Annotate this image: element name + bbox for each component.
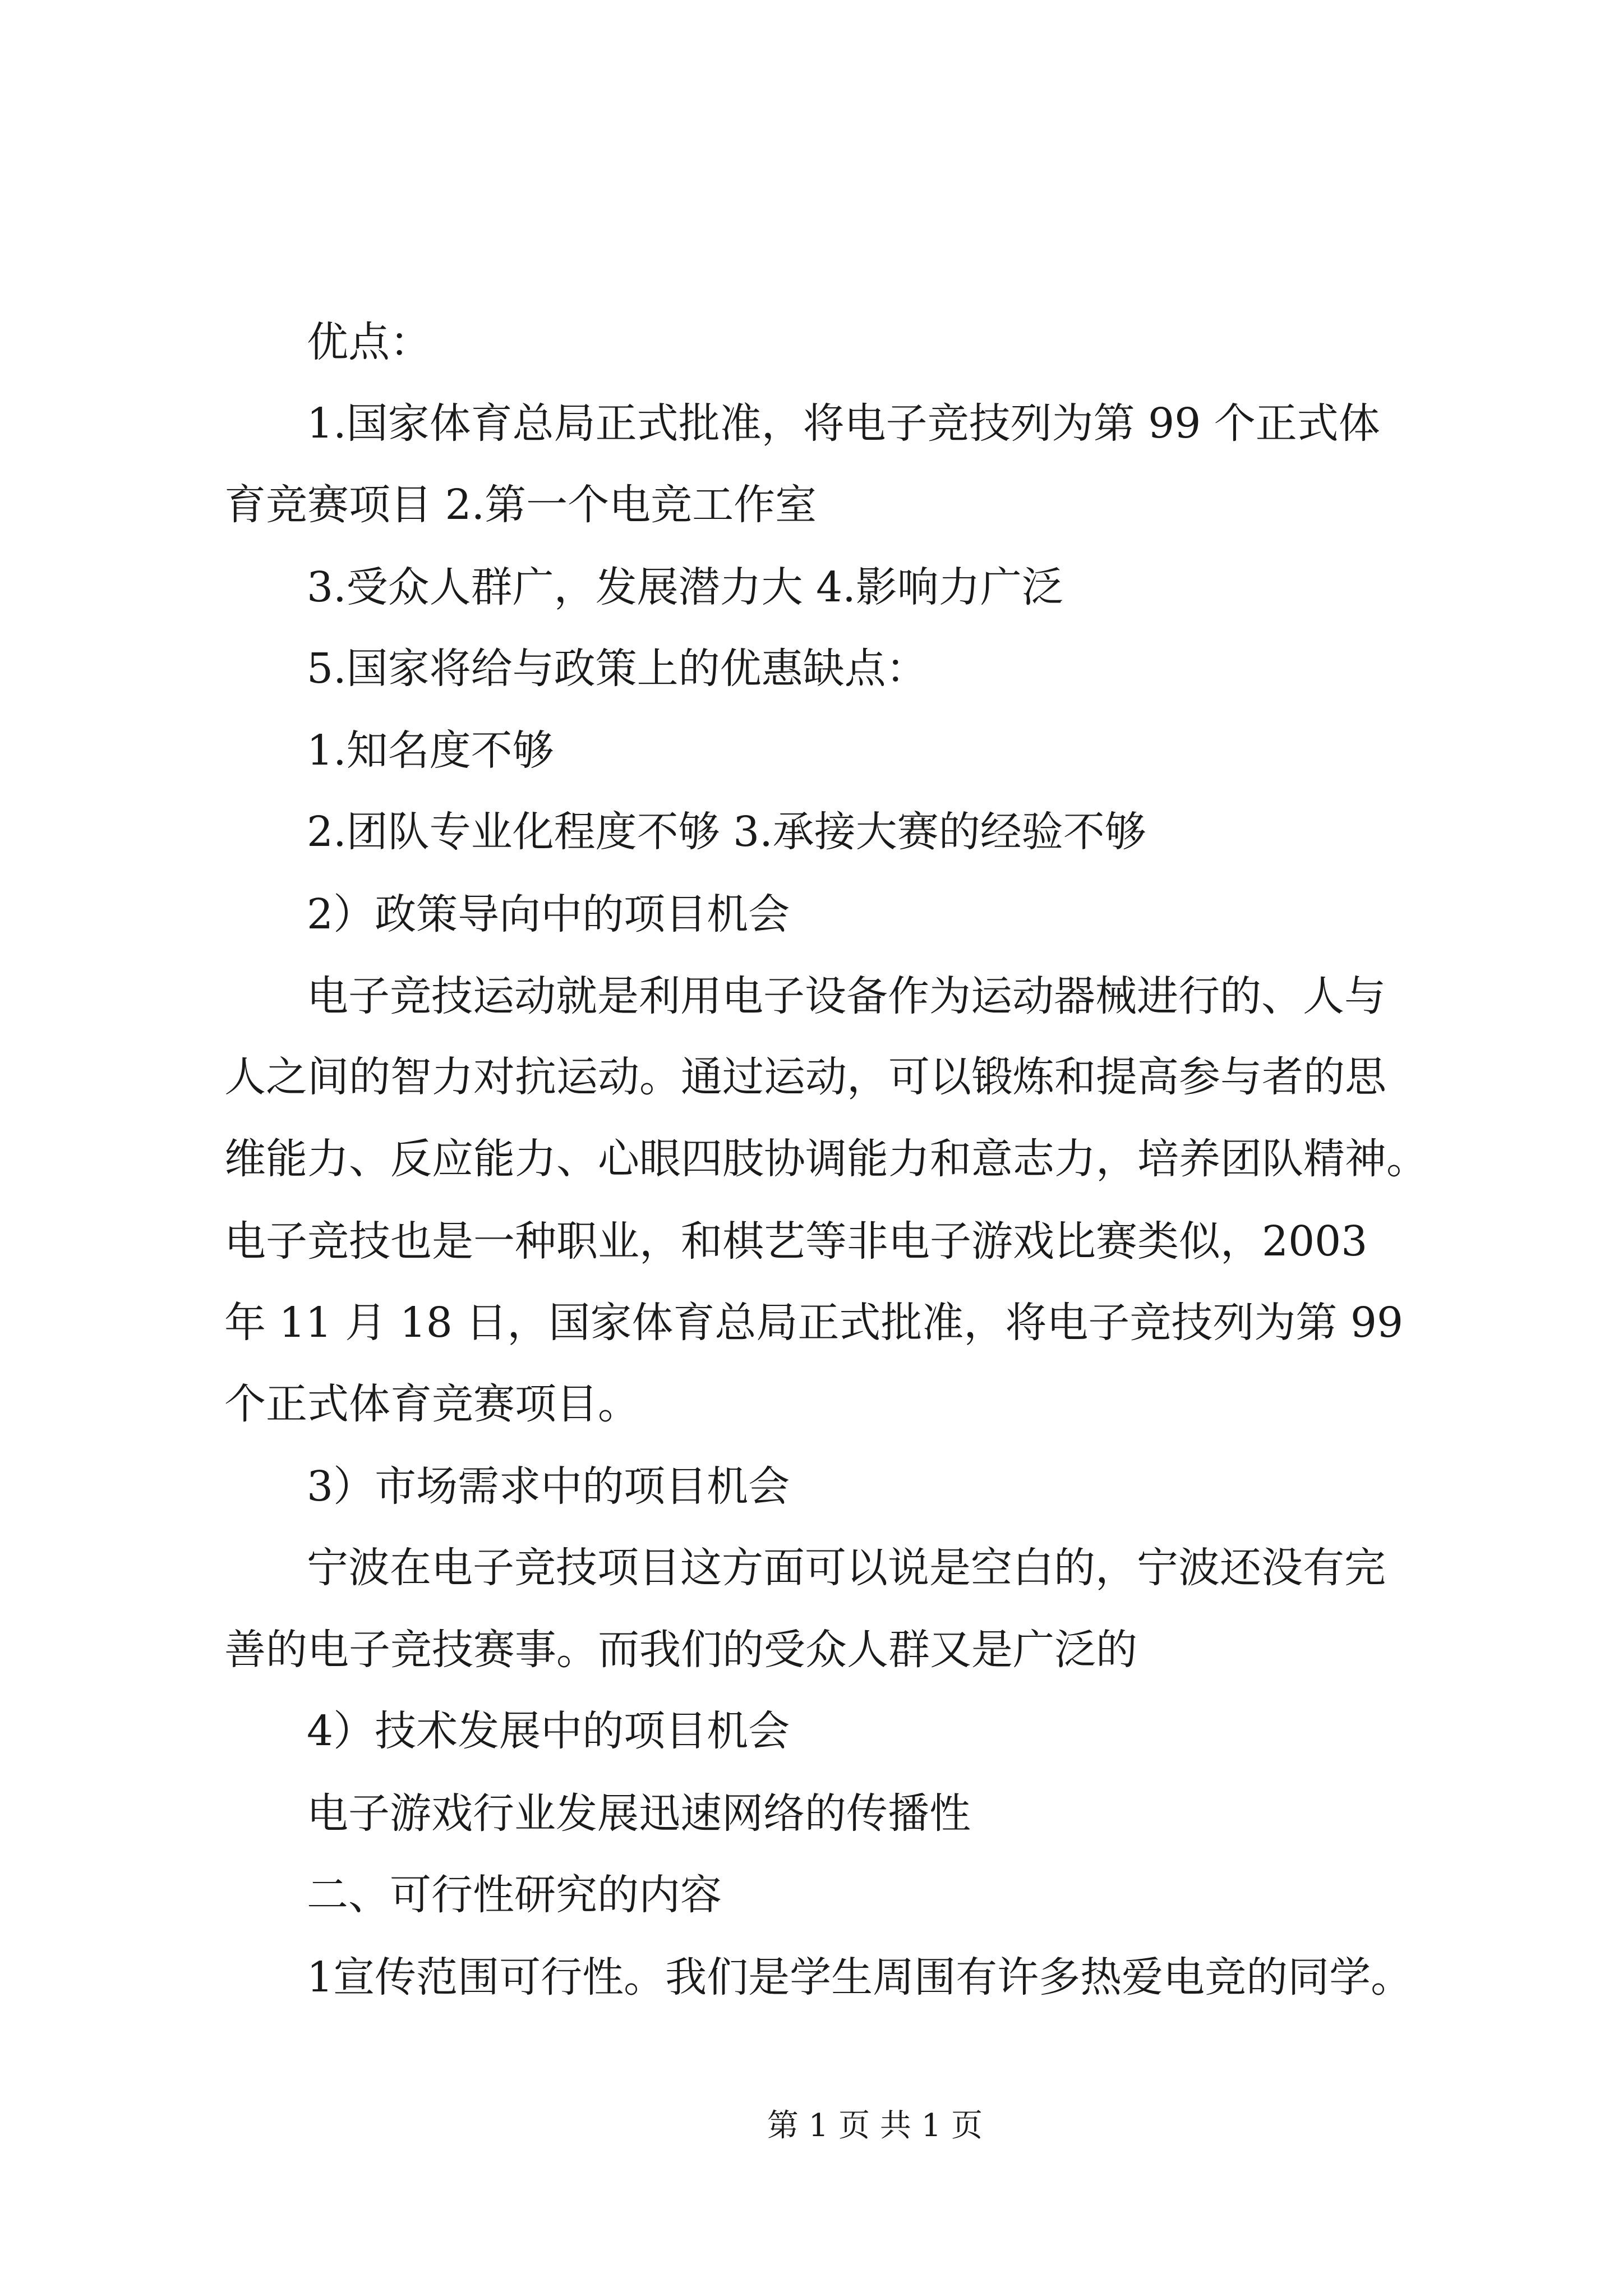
page-footer: 第 1 页 共 1 页 xyxy=(767,2108,983,2144)
text-line: 1.知名度不够 xyxy=(307,726,554,775)
text-line: 电子竞技也是一种职业，和棋艺等非电子游戏比赛类似，2003 xyxy=(224,1217,1368,1266)
text-line: 5.国家将给与政策上的优惠缺点： xyxy=(307,645,928,693)
text-line: 4）技术发展中的项目机会 xyxy=(307,1707,790,1755)
text-line: 电子游戏行业发展迅速网络的传播性 xyxy=(307,1789,971,1838)
text-line: 3.受众人群广，发展潜力大 4.影响力广泛 xyxy=(307,563,1063,611)
text-line: 人之间的智力对抗运动。通过运动，可以锻炼和提高参与者的思 xyxy=(224,1053,1386,1101)
text-line: 1宣传范围可行性。我们是学生周围有许多热爱电竞的同学。 xyxy=(307,1953,1413,2001)
text-line: 二、可行性研究的内容 xyxy=(307,1871,722,1919)
text-line: 优点： xyxy=(307,318,431,366)
text-line: 1.国家体育总局正式批准，将电子竞技列为第 99 个正式体 xyxy=(307,399,1380,448)
text-line: 年 11 月 18 日，国家体育总局正式批准，将电子竞技列为第 99 xyxy=(224,1299,1404,1347)
text-line: 2.团队专业化程度不够 3.承接大赛的经验不够 xyxy=(307,808,1146,856)
text-line: 2）政策导向中的项目机会 xyxy=(307,890,790,938)
text-line: 电子竞技运动就是利用电子设备作为运动器械进行的、人与 xyxy=(307,972,1386,1020)
text-line: 善的电子竞技赛事。而我们的受众人群又是广泛的 xyxy=(224,1626,1137,1674)
text-line: 个正式体育竞赛项目。 xyxy=(224,1380,639,1428)
text-line: 维能力、反应能力、心眼四肢协调能力和意志力，培养团队精神。 xyxy=(224,1135,1428,1183)
text-line: 育竞赛项目 2.第一个电竞工作室 xyxy=(224,481,817,529)
text-line: 宁波在电子竞技项目这方面可以说是空白的，宁波还没有完 xyxy=(307,1544,1386,1592)
text-line: 3）市场需求中的项目机会 xyxy=(307,1462,790,1511)
